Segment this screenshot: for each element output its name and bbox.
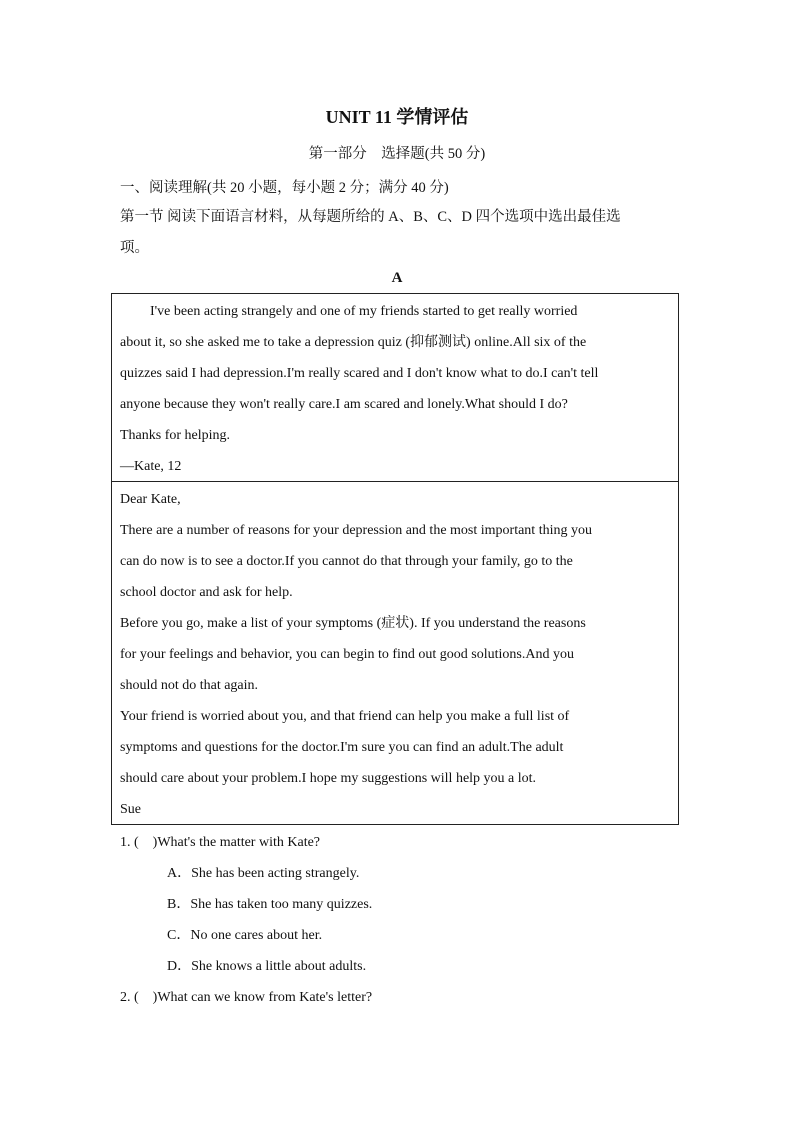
reply-line: Before you go, make a list of your symptoms (症状). If you understand the reasons xyxy=(120,616,586,631)
passage-label: A xyxy=(391,270,403,286)
reply-signature: Sue xyxy=(120,802,141,817)
instruction-line-1: 第一节 阅读下面语言材料，从每题所给的 A、B、C、D 四个选项中选出最佳选 xyxy=(120,209,621,225)
section-instruction xyxy=(120,202,690,264)
section-heading: 一、阅读理解(共 20 小题，每小题 2 分；满分 40 分) xyxy=(120,180,449,196)
reply-line: should not do that again. xyxy=(120,678,259,693)
letter-line: Thanks for helping. xyxy=(120,428,231,443)
option-a[interactable]: A．She has been acting strangely. xyxy=(167,866,360,881)
letter-line: I've been acting strangely and one of my friends started to get really worried xyxy=(150,304,578,319)
option-c[interactable]: C．No one cares about her. xyxy=(167,928,323,943)
letter-line: about it, so she asked me to take a depression quiz (抑郁测试) online.All six of the xyxy=(120,335,587,350)
page-title: UNIT 11 学情评估 xyxy=(325,107,469,127)
letter-line: quizzes said I had depression.I'm really scared and I don't know what to do.I can't tell xyxy=(120,366,599,381)
question-1-options xyxy=(167,858,687,982)
reply-line: symptoms and questions for the doctor.I'm sure you can find an adult.The adult xyxy=(120,740,564,755)
question-2-stem: 2. ( )What can we know from Kate's letter? xyxy=(120,990,373,1005)
question-1-stem: 1. ( )What's the matter with Kate? xyxy=(120,835,321,850)
kate-letter xyxy=(112,294,678,482)
letter-signature: —Kate, 12 xyxy=(120,459,182,474)
letter-line: anyone because they won't really care.I am scared and lonely.What should I do? xyxy=(120,397,568,412)
reply-line: should care about your problem.I hope my suggestions will help you a lot. xyxy=(120,771,537,786)
reply-line: There are a number of reasons for your depression and the most important thing you xyxy=(120,523,592,538)
reply-line: for your feelings and behavior, you can begin to find out good solutions.And you xyxy=(120,647,574,662)
reply-greeting: Dear Kate, xyxy=(120,492,181,507)
reply-line: Your friend is worried about you, and that friend can help you make a full list of xyxy=(120,709,570,724)
reply-line: can do now is to see a doctor.If you cannot do that through your family, go to the xyxy=(120,554,573,569)
passage-box xyxy=(111,293,679,825)
sue-reply xyxy=(112,482,678,825)
instruction-line-2: 项。 xyxy=(120,240,149,256)
option-b[interactable]: B．She has taken too many quizzes. xyxy=(167,897,373,912)
reply-line: school doctor and ask for help. xyxy=(120,585,293,600)
option-d[interactable]: D．She knows a little about adults. xyxy=(167,959,367,974)
part-heading: 第一部分 选择题(共 50 分) xyxy=(308,146,486,162)
